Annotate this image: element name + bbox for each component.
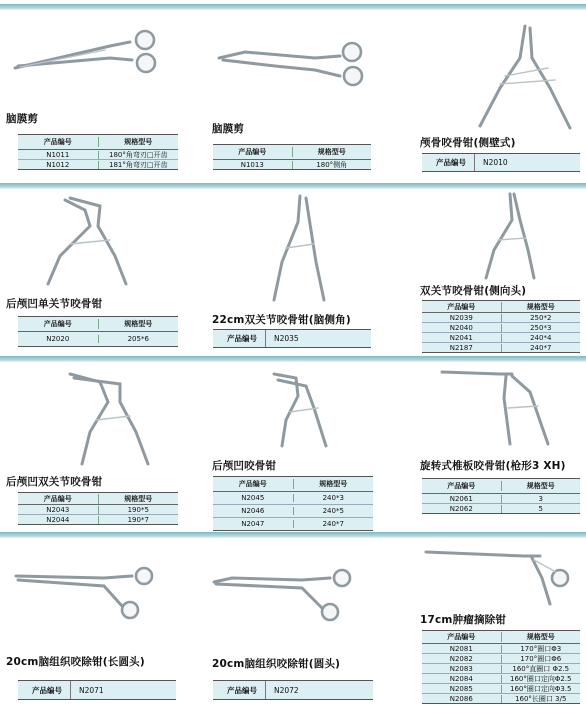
code-label: 产品编号 (213, 681, 266, 699)
table-row (422, 694, 580, 703)
col-header-code: 产品编号 (213, 479, 294, 489)
cell-spec: 240*7 (530, 343, 552, 352)
col-header-code: 产品编号 (18, 494, 99, 504)
col-header-spec: 规格型号 (124, 138, 153, 146)
col-header-code: 产品编号 (18, 319, 99, 329)
cell-code: N2045 (213, 494, 294, 502)
table-row (422, 644, 580, 654)
table-row (18, 515, 178, 524)
table-row (18, 332, 178, 346)
spec-table (213, 144, 371, 170)
product-title: 后颅凹咬骨钳 (212, 460, 277, 472)
cell-code: N2062 (422, 505, 502, 513)
rongeur-image (440, 368, 560, 448)
cell-spec: 250*2 (530, 313, 552, 322)
cell-code: N2081 (422, 645, 502, 653)
cell-code: N2040 (422, 324, 502, 332)
table-row (422, 684, 580, 694)
table-row (213, 492, 373, 505)
divider-band (0, 356, 586, 362)
divider-band (0, 532, 586, 538)
code-label: 产品编号 (18, 681, 71, 699)
cell-code: N1013 (213, 161, 293, 169)
scissors-image (215, 40, 375, 85)
cell-spec: 160°直圈口 Φ2.5 (512, 664, 570, 673)
code-row (213, 680, 373, 700)
table-row (422, 504, 580, 513)
product-title: 20cm脑组织咬除钳(长圆头) (6, 656, 145, 668)
spec-table (18, 134, 178, 170)
cell-spec: 180°角弯刃□开齿 (109, 150, 168, 159)
col-header-code: 产品编号 (422, 302, 502, 312)
code-value: N2072 (274, 685, 299, 695)
table-row (422, 333, 580, 343)
spec-table (422, 478, 580, 514)
product-title: 20cm脑组织咬除钳(圆头) (212, 658, 341, 670)
cell-spec: 190*5 (127, 505, 149, 514)
cell-code: N1011 (18, 151, 99, 159)
cell-code: N2084 (422, 675, 502, 683)
cell-spec: 190*7 (127, 515, 149, 524)
spec-table (18, 316, 178, 347)
product-title: 脑膜剪 (212, 123, 245, 135)
cell-spec: 180°侧角 (316, 160, 348, 169)
product-title: 旋转式椎板咬骨钳(枪形3 XH) (420, 460, 566, 472)
forceps-image (14, 566, 164, 618)
cell-code: N2041 (422, 334, 502, 342)
rongeur-image (470, 18, 580, 130)
col-header-code: 产品编号 (18, 137, 99, 147)
table-row (422, 494, 580, 504)
table-row (18, 150, 178, 160)
cell-code: N2086 (422, 695, 502, 703)
rongeur-image (480, 190, 540, 280)
cell-spec: 240*7 (322, 520, 344, 528)
code-value: N2035 (274, 334, 299, 343)
cell-code: N2046 (213, 507, 294, 515)
rongeur-image (50, 368, 160, 468)
col-header-spec: 规格型号 (319, 480, 348, 488)
col-header-code: 产品编号 (213, 147, 293, 157)
code-label: 产品编号 (213, 330, 266, 347)
code-row (18, 680, 176, 700)
product-title: 后颅凹双关节咬骨钳 (6, 476, 103, 488)
cell-code: N2085 (422, 685, 502, 693)
cell-code: N2039 (422, 314, 502, 322)
col-header-spec: 规格型号 (526, 633, 555, 641)
table-row (18, 160, 178, 169)
col-header-spec: 规格型号 (526, 482, 555, 490)
cell-code: N2082 (422, 655, 502, 663)
cell-code: N2020 (18, 335, 99, 343)
cell-spec: 160°圈口定向Φ3.5 (509, 684, 572, 693)
forceps-image (212, 568, 362, 620)
product-title: 22cm双关节咬骨钳(脑侧角) (212, 314, 351, 326)
code-value: N2071 (79, 685, 104, 695)
cell-spec: 205*6 (127, 335, 149, 343)
cell-code: N2061 (422, 495, 502, 503)
cell-spec: 170°圈口Φ3 (520, 644, 562, 653)
forceps-image (424, 548, 574, 606)
product-title: 颅骨咬骨钳(侧壁式) (420, 137, 516, 149)
product-title: 后颅凹单关节咬骨钳 (6, 298, 103, 310)
code-value: N2010 (483, 158, 508, 167)
cell-spec: 5 (538, 504, 543, 513)
cell-code: N2043 (18, 506, 99, 514)
table-row (213, 160, 371, 169)
rongeur-image (262, 368, 342, 448)
product-title: 17cm肿瘤摘除钳 (420, 614, 507, 626)
col-header-spec: 规格型号 (124, 320, 153, 328)
product-title: 脑膜剪 (6, 113, 39, 125)
cell-spec: 181°角弯刃□开齿 (109, 160, 168, 169)
spec-table (422, 300, 580, 353)
cell-spec: 240*4 (530, 333, 552, 342)
table-row (422, 323, 580, 333)
cell-code: N2047 (213, 520, 294, 528)
col-header-spec: 规格型号 (317, 148, 346, 156)
table-row (422, 674, 580, 684)
cell-code: N2044 (18, 516, 99, 524)
cell-spec: 250*3 (530, 323, 552, 332)
cell-spec: 240*3 (322, 494, 344, 502)
rongeur-image (262, 192, 332, 304)
cell-code: N1012 (18, 161, 99, 169)
spec-table (422, 630, 580, 704)
col-header-code: 产品编号 (422, 632, 502, 642)
table-row (422, 654, 580, 664)
cell-spec: 3 (538, 494, 543, 503)
col-header-spec: 规格型号 (526, 302, 555, 311)
divider-band (0, 4, 586, 10)
cell-spec: 160°长圈口 3/5 (515, 694, 567, 703)
table-row (213, 505, 373, 518)
product-title: 双关节咬骨钳(侧向头) (420, 285, 527, 297)
cell-code: N2187 (422, 344, 502, 352)
code-row (422, 153, 580, 172)
code-label: 产品编号 (422, 154, 475, 171)
col-header-code: 产品编号 (422, 481, 502, 491)
scissors-image (10, 30, 170, 80)
cell-spec: 240*5 (322, 507, 344, 515)
table-row (422, 664, 580, 674)
spec-table (18, 492, 178, 525)
table-row (213, 518, 373, 530)
table-row (422, 343, 580, 352)
divider-band (0, 183, 586, 189)
table-row (422, 313, 580, 323)
cell-code: N2083 (422, 665, 502, 673)
spec-table (213, 476, 373, 531)
cell-spec: 160°圈口定向Φ2.5 (509, 674, 572, 683)
table-row (18, 505, 178, 515)
code-row (213, 329, 371, 348)
cell-spec: 170°圈口Φ6 (520, 654, 562, 663)
col-header-spec: 规格型号 (124, 494, 153, 503)
rongeur-image (30, 196, 140, 288)
